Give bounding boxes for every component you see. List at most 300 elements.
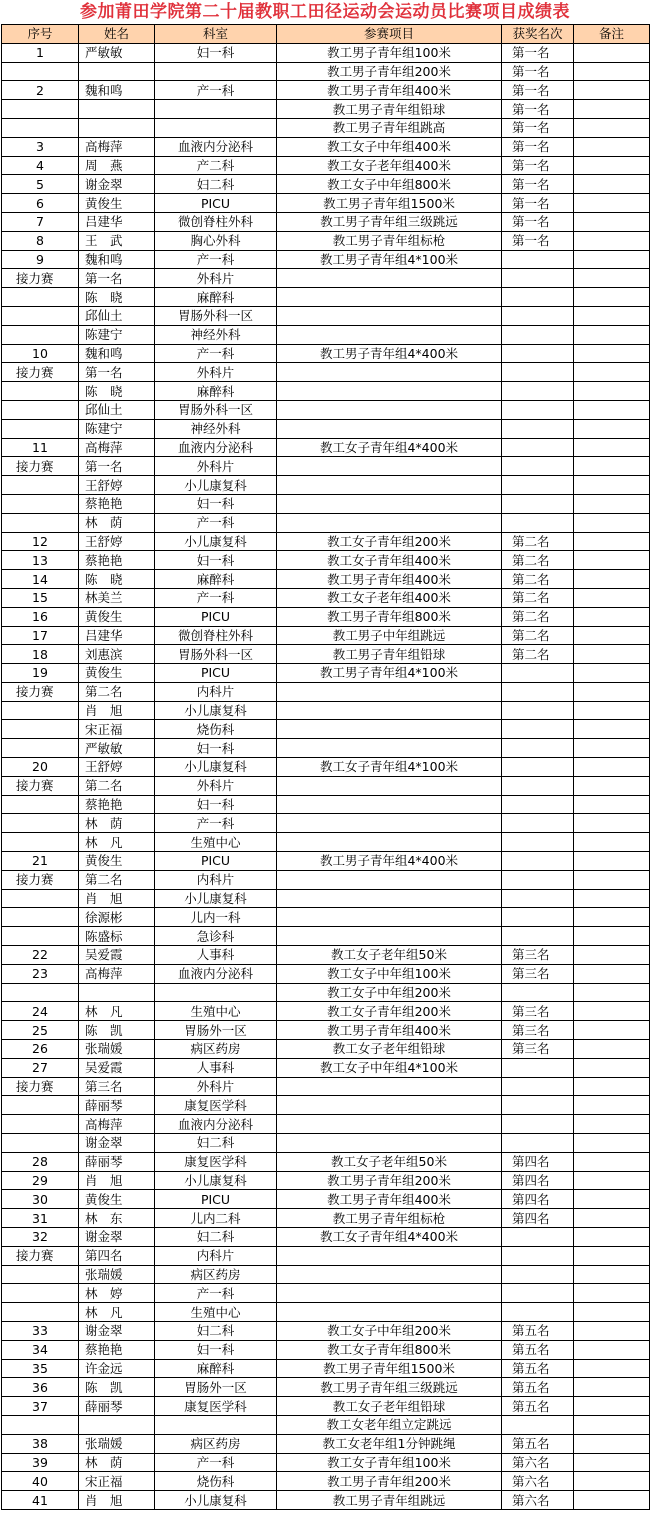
rank-cell: 第一名 [502, 212, 574, 231]
dept-cell [155, 1415, 277, 1434]
table-row [2, 137, 650, 156]
name-cell: 林美兰 [79, 588, 155, 607]
event-cell: 教工女子中年组800米 [277, 175, 502, 194]
dept-cell: 麻醉科 [155, 288, 277, 307]
event-cell: 教工男子青年组400米 [277, 1021, 502, 1040]
name-cell: 谢金翠 [79, 1321, 155, 1340]
name-cell: 严敏敏 [79, 43, 155, 62]
dept-cell: 产一科 [155, 513, 277, 532]
rank-cell [502, 269, 574, 288]
rank-cell [502, 382, 574, 401]
rank-cell: 第六名 [502, 1453, 574, 1472]
name-cell: 薛丽琴 [79, 1397, 155, 1416]
table-row [2, 288, 650, 307]
note-cell [574, 118, 650, 137]
name-cell: 肖 旭 [79, 1491, 155, 1510]
dept-cell: 小儿康复科 [155, 701, 277, 720]
event-cell: 教工男子青年组200米 [277, 62, 502, 81]
note-cell [574, 964, 650, 983]
name-cell: 陈建宁 [79, 325, 155, 344]
rank-cell: 第五名 [502, 1397, 574, 1416]
event-cell [277, 1303, 502, 1322]
seq-cell: 34 [2, 1340, 79, 1359]
dept-cell: PICU [155, 852, 277, 871]
rank-cell: 第三名 [502, 946, 574, 965]
table-row [2, 1491, 650, 1510]
event-cell: 教工女子青年组400米 [277, 551, 502, 570]
dept-cell: 外科片 [155, 457, 277, 476]
name-cell [79, 983, 155, 1002]
seq-cell [2, 118, 79, 137]
dept-cell: 麻醉科 [155, 1359, 277, 1378]
table-row [2, 1340, 650, 1359]
name-cell: 徐源彬 [79, 908, 155, 927]
event-cell: 教工男子青年组200米 [277, 1472, 502, 1491]
dept-cell: 麻醉科 [155, 382, 277, 401]
name-cell: 严敏敏 [79, 739, 155, 758]
table-row [2, 645, 650, 664]
event-cell: 教工女子青年组200米 [277, 532, 502, 551]
dept-cell: 麻醉科 [155, 570, 277, 589]
event-cell [277, 269, 502, 288]
event-cell: 教工男子青年组1500米 [277, 1359, 502, 1378]
seq-cell: 接力赛 [2, 363, 79, 382]
dept-cell: 妇二科 [155, 1321, 277, 1340]
seq-cell [2, 1134, 79, 1153]
event-cell: 教工男子青年组4*400米 [277, 852, 502, 871]
table-row [2, 889, 650, 908]
name-cell: 蔡艳艳 [79, 1340, 155, 1359]
table-row [2, 1246, 650, 1265]
seq-cell [2, 325, 79, 344]
name-cell: 魏和鸣 [79, 81, 155, 100]
note-cell [574, 1115, 650, 1134]
note-cell [574, 664, 650, 683]
note-cell [574, 419, 650, 438]
note-cell [574, 1096, 650, 1115]
dept-cell: 儿内一科 [155, 908, 277, 927]
note-cell [574, 1171, 650, 1190]
event-cell: 教工女子青年组800米 [277, 1340, 502, 1359]
dept-cell [155, 118, 277, 137]
note-cell [574, 1378, 650, 1397]
table-row [2, 212, 650, 231]
event-cell [277, 288, 502, 307]
event-cell: 教工男子青年组4*100米 [277, 664, 502, 683]
event-cell [277, 908, 502, 927]
seq-cell: 24 [2, 1002, 79, 1021]
table-row [2, 532, 650, 551]
event-cell [277, 720, 502, 739]
dept-cell: 妇一科 [155, 795, 277, 814]
rank-cell [502, 1096, 574, 1115]
event-cell [277, 382, 502, 401]
table-row [2, 682, 650, 701]
table-row [2, 758, 650, 777]
event-cell: 教工女子中年组200米 [277, 983, 502, 1002]
seq-cell: 23 [2, 964, 79, 983]
event-cell: 教工女子老年组400米 [277, 156, 502, 175]
name-cell: 邱仙土 [79, 400, 155, 419]
event-cell [277, 513, 502, 532]
name-cell: 蔡艳艳 [79, 795, 155, 814]
dept-cell [155, 983, 277, 1002]
seq-cell: 接力赛 [2, 269, 79, 288]
name-cell: 高梅萍 [79, 137, 155, 156]
name-cell: 陈 晓 [79, 288, 155, 307]
note-cell [574, 927, 650, 946]
name-cell: 肖 旭 [79, 1171, 155, 1190]
rank-cell [502, 739, 574, 758]
event-cell: 教工男子青年组三级跳远 [277, 212, 502, 231]
seq-cell [2, 889, 79, 908]
note-cell [574, 1228, 650, 1247]
seq-cell: 39 [2, 1453, 79, 1472]
rank-cell: 第三名 [502, 1002, 574, 1021]
event-cell: 教工女老年组1分钟跳绳 [277, 1434, 502, 1453]
event-cell [277, 419, 502, 438]
note-cell [574, 1040, 650, 1059]
rank-cell: 第一名 [502, 156, 574, 175]
table-row [2, 833, 650, 852]
table-row [2, 1096, 650, 1115]
table-row [2, 476, 650, 495]
event-cell [277, 776, 502, 795]
name-cell: 林 凡 [79, 1002, 155, 1021]
results-table [1, 24, 650, 1510]
dept-cell: 胃肠外科一区 [155, 645, 277, 664]
dept-cell: 外科片 [155, 363, 277, 382]
seq-cell: 4 [2, 156, 79, 175]
table-row [2, 701, 650, 720]
name-cell: 高梅萍 [79, 1115, 155, 1134]
event-cell: 教工男子青年组400米 [277, 81, 502, 100]
name-cell: 陈 晓 [79, 382, 155, 401]
seq-cell: 30 [2, 1190, 79, 1209]
event-cell [277, 1284, 502, 1303]
event-cell: 教工男子青年组1500米 [277, 194, 502, 213]
note-cell [574, 626, 650, 645]
event-cell: 教工女子中年组200米 [277, 1321, 502, 1340]
dept-cell: 胃肠外一区 [155, 1378, 277, 1397]
event-cell: 教工女老年组立定跳远 [277, 1415, 502, 1434]
table-row [2, 983, 650, 1002]
rank-cell: 第二名 [502, 570, 574, 589]
name-cell: 高梅萍 [79, 964, 155, 983]
rank-cell: 第二名 [502, 607, 574, 626]
note-cell [574, 570, 650, 589]
dept-cell: 病区药房 [155, 1265, 277, 1284]
seq-cell: 5 [2, 175, 79, 194]
name-cell: 陈建宁 [79, 419, 155, 438]
note-cell [574, 532, 650, 551]
note-cell [574, 494, 650, 513]
dept-cell: 妇一科 [155, 494, 277, 513]
event-cell [277, 1096, 502, 1115]
note-cell [574, 1134, 650, 1153]
dept-cell: 小儿康复科 [155, 476, 277, 495]
note-cell [574, 1321, 650, 1340]
event-cell [277, 870, 502, 889]
name-cell: 周 燕 [79, 156, 155, 175]
note-cell [574, 588, 650, 607]
seq-cell [2, 701, 79, 720]
event-cell: 教工男子青年组400米 [277, 1190, 502, 1209]
note-cell [574, 476, 650, 495]
table-row [2, 100, 650, 119]
dept-cell: 产一科 [155, 588, 277, 607]
note-cell [574, 1453, 650, 1472]
table-row [2, 325, 650, 344]
note-cell [574, 212, 650, 231]
table-row [2, 1058, 650, 1077]
name-cell [79, 1415, 155, 1434]
rank-cell [502, 288, 574, 307]
table-row [2, 306, 650, 325]
seq-cell [2, 1115, 79, 1134]
event-cell: 教工女子老年组50米 [277, 946, 502, 965]
table-row [2, 946, 650, 965]
seq-cell [2, 100, 79, 119]
seq-cell: 9 [2, 250, 79, 269]
seq-cell: 25 [2, 1021, 79, 1040]
name-cell: 王舒婷 [79, 532, 155, 551]
dept-cell: 康复医学科 [155, 1152, 277, 1171]
rank-cell [502, 419, 574, 438]
rank-cell [502, 1284, 574, 1303]
note-cell [574, 870, 650, 889]
rank-cell [502, 682, 574, 701]
dept-cell: PICU [155, 1190, 277, 1209]
name-cell: 第三名 [79, 1077, 155, 1096]
rank-cell: 第二名 [502, 645, 574, 664]
name-cell: 张瑞媛 [79, 1040, 155, 1059]
note-cell [574, 739, 650, 758]
name-cell: 薛丽琴 [79, 1096, 155, 1115]
rank-cell: 第一名 [502, 137, 574, 156]
seq-cell: 接力赛 [2, 1246, 79, 1265]
rank-cell [502, 1115, 574, 1134]
note-cell [574, 607, 650, 626]
table-row [2, 870, 650, 889]
dept-cell: 外科片 [155, 1077, 277, 1096]
note-cell [574, 1246, 650, 1265]
event-cell: 教工女子青年组4*100米 [277, 758, 502, 777]
seq-cell [2, 1284, 79, 1303]
dept-cell: 妇一科 [155, 551, 277, 570]
seq-cell: 12 [2, 532, 79, 551]
dept-cell: 产一科 [155, 81, 277, 100]
name-cell: 邱仙土 [79, 306, 155, 325]
table-row [2, 457, 650, 476]
seq-cell: 22 [2, 946, 79, 965]
note-cell [574, 776, 650, 795]
seq-cell: 40 [2, 1472, 79, 1491]
rank-cell [502, 852, 574, 871]
name-cell: 高梅萍 [79, 438, 155, 457]
seq-cell: 3 [2, 137, 79, 156]
seq-cell: 18 [2, 645, 79, 664]
dept-cell [155, 62, 277, 81]
rank-cell: 第四名 [502, 1190, 574, 1209]
seq-cell: 21 [2, 852, 79, 871]
dept-cell: 小儿康复科 [155, 758, 277, 777]
rank-cell [502, 1303, 574, 1322]
rank-cell [502, 1415, 574, 1434]
seq-cell: 36 [2, 1378, 79, 1397]
table-row [2, 1265, 650, 1284]
rank-cell [502, 344, 574, 363]
table-row [2, 1284, 650, 1303]
name-cell: 黄俊生 [79, 607, 155, 626]
seq-cell [2, 1265, 79, 1284]
note-cell [574, 983, 650, 1002]
name-cell: 宋正福 [79, 1472, 155, 1491]
seq-cell [2, 476, 79, 495]
rank-cell [502, 457, 574, 476]
name-cell: 宋正福 [79, 720, 155, 739]
note-cell [574, 513, 650, 532]
seq-cell: 32 [2, 1228, 79, 1247]
header-cell: 姓名 [79, 25, 155, 44]
note-cell [574, 100, 650, 119]
dept-cell: 胃肠外科一区 [155, 306, 277, 325]
seq-cell: 41 [2, 1491, 79, 1510]
dept-cell: 妇一科 [155, 739, 277, 758]
table-row [2, 551, 650, 570]
table-row [2, 739, 650, 758]
table-row [2, 1134, 650, 1153]
seq-cell: 16 [2, 607, 79, 626]
rank-cell [502, 306, 574, 325]
rank-cell: 第二名 [502, 551, 574, 570]
name-cell: 吴爱霞 [79, 1058, 155, 1077]
name-cell: 肖 旭 [79, 889, 155, 908]
rank-cell [502, 494, 574, 513]
seq-cell [2, 739, 79, 758]
dept-cell: 胸心外科 [155, 231, 277, 250]
rank-cell: 第一名 [502, 100, 574, 119]
name-cell: 吕建华 [79, 212, 155, 231]
rank-cell: 第六名 [502, 1491, 574, 1510]
dept-cell: 生殖中心 [155, 1303, 277, 1322]
dept-cell: 产一科 [155, 1284, 277, 1303]
table-row [2, 175, 650, 194]
event-cell: 教工女子中年组400米 [277, 137, 502, 156]
event-cell [277, 682, 502, 701]
event-cell [277, 833, 502, 852]
seq-cell: 35 [2, 1359, 79, 1378]
table-row [2, 1303, 650, 1322]
note-cell [574, 833, 650, 852]
name-cell: 林 凡 [79, 1303, 155, 1322]
dept-cell: PICU [155, 607, 277, 626]
rank-cell [502, 776, 574, 795]
note-cell [574, 852, 650, 871]
event-cell [277, 739, 502, 758]
note-cell [574, 1209, 650, 1228]
event-cell [277, 1246, 502, 1265]
note-cell [574, 344, 650, 363]
seq-cell: 20 [2, 758, 79, 777]
event-cell [277, 306, 502, 325]
seq-cell [2, 382, 79, 401]
seq-cell [2, 306, 79, 325]
note-cell [574, 814, 650, 833]
table-row [2, 81, 650, 100]
table-row [2, 664, 650, 683]
dept-cell: 人事科 [155, 1058, 277, 1077]
table-row [2, 795, 650, 814]
note-cell [574, 551, 650, 570]
name-cell: 谢金翠 [79, 1228, 155, 1247]
seq-cell [2, 908, 79, 927]
event-cell [277, 1265, 502, 1284]
name-cell: 王 武 [79, 231, 155, 250]
rank-cell: 第三名 [502, 1021, 574, 1040]
name-cell: 黄俊生 [79, 664, 155, 683]
seq-cell [2, 1303, 79, 1322]
event-cell [277, 363, 502, 382]
table-row [2, 1040, 650, 1059]
seq-cell: 29 [2, 1171, 79, 1190]
dept-cell: 内科片 [155, 682, 277, 701]
rank-cell [502, 325, 574, 344]
rank-cell [502, 758, 574, 777]
dept-cell: 血液内分泌科 [155, 964, 277, 983]
rank-cell [502, 908, 574, 927]
table-row [2, 156, 650, 175]
rank-cell [502, 1058, 574, 1077]
table-row [2, 1453, 650, 1472]
dept-cell: 血液内分泌科 [155, 1115, 277, 1134]
table-row [2, 1002, 650, 1021]
name-cell: 黄俊生 [79, 194, 155, 213]
name-cell: 第一名 [79, 269, 155, 288]
dept-cell: 妇一科 [155, 43, 277, 62]
dept-cell: 产一科 [155, 250, 277, 269]
dept-cell: 小儿康复科 [155, 532, 277, 551]
table-row [2, 814, 650, 833]
dept-cell: 胃肠外一区 [155, 1021, 277, 1040]
event-cell: 教工男子中年组跳远 [277, 626, 502, 645]
event-cell [277, 889, 502, 908]
note-cell [574, 1077, 650, 1096]
event-cell [277, 701, 502, 720]
dept-cell: 小儿康复科 [155, 1171, 277, 1190]
note-cell [574, 758, 650, 777]
dept-cell: PICU [155, 194, 277, 213]
dept-cell: 血液内分泌科 [155, 438, 277, 457]
event-cell: 教工男子青年组铅球 [277, 100, 502, 119]
table-row [2, 1115, 650, 1134]
name-cell: 张瑞媛 [79, 1265, 155, 1284]
dept-cell: 急诊科 [155, 927, 277, 946]
name-cell [79, 62, 155, 81]
table-row [2, 927, 650, 946]
rank-cell [502, 927, 574, 946]
event-cell [277, 1115, 502, 1134]
header-cell: 获奖名次 [502, 25, 574, 44]
rank-cell [502, 400, 574, 419]
seq-cell [2, 720, 79, 739]
event-cell [277, 1134, 502, 1153]
rank-cell: 第二名 [502, 626, 574, 645]
rank-cell: 第五名 [502, 1340, 574, 1359]
dept-cell: 神经外科 [155, 419, 277, 438]
name-cell: 林 凡 [79, 833, 155, 852]
table-row [2, 1152, 650, 1171]
